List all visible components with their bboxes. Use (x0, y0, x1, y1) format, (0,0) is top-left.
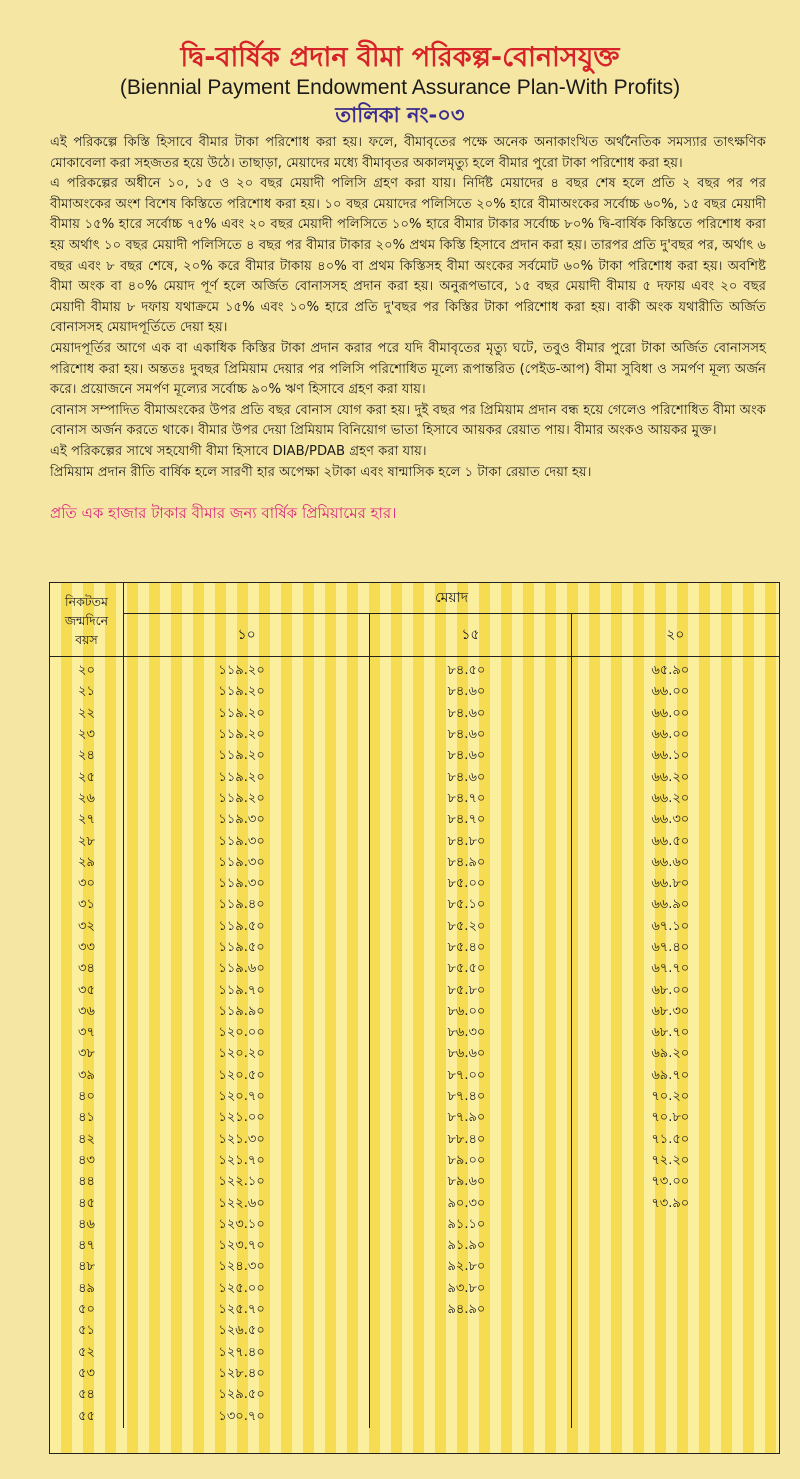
age-cell: ২৬ (50, 789, 124, 810)
table-row (50, 682, 779, 703)
premium-15-cell: ৮৪.৫০ (370, 657, 571, 683)
premium-20-cell (571, 1279, 779, 1300)
age-cell: ৩২ (50, 917, 124, 938)
table-row (50, 1279, 779, 1300)
term-header: মেয়াদ (124, 583, 780, 614)
premium-20-cell: ৬৬.২০ (651, 769, 690, 785)
premium-15-cell: ৮৪.৮০ (370, 831, 571, 852)
premium-10-cell: ১১৯.৯০ (124, 1002, 370, 1023)
premium-10-cell: ১২৬.৫০ (124, 1321, 370, 1342)
premium-15-cell: ৮৫.১০ (370, 895, 571, 916)
premium-10-cell: ১২০.৫০ (124, 1066, 370, 1087)
premium-20-cell (571, 1236, 779, 1257)
premium-10-cell: ১২৯.৫০ (124, 1385, 370, 1406)
premium-15-cell: ৮৪.৭০ (370, 810, 571, 831)
premium-10-cell: ১২৩.৭০ (124, 1236, 370, 1257)
premium-20-cell: ৭০.৮০ (651, 1110, 690, 1126)
premium-15-cell: ৯৩.৮০ (370, 1279, 571, 1300)
premium-10-cell: ১২১.০০ (124, 1108, 370, 1129)
premium-10-cell: ১১৯.৫০ (124, 938, 370, 959)
premium-20-cell (571, 1343, 779, 1364)
age-cell: ৩৫ (50, 980, 124, 1001)
age-cell: ২৮ (50, 831, 124, 852)
table-row (50, 1087, 779, 1108)
age-cell: ২৪ (50, 746, 124, 767)
age-cell: ২৩ (50, 725, 124, 746)
premium-10-cell: ১২০.৭০ (124, 1087, 370, 1108)
table-number: তালিকা নং-০৩ (335, 103, 465, 127)
premium-15-cell: ৮৪.৬০ (370, 682, 571, 703)
description-text (50, 133, 766, 483)
rate-table-body (50, 657, 779, 1428)
premium-20-cell: ৬৭.৭০ (651, 961, 690, 977)
premium-10-cell: ১১৯.৩০ (124, 810, 370, 831)
age-cell: ৩৬ (50, 1002, 124, 1023)
table-row (50, 1406, 779, 1427)
age-cell: ২১ (50, 682, 124, 703)
table-row (50, 895, 779, 916)
premium-15-cell: ৮৮.৪০ (370, 1130, 571, 1151)
paragraph: এই পরিকল্পের সাথে সহযোগী বীমা হিসাবে DIAB/PDAB গ্রহণ করা যায়। (50, 443, 427, 459)
rate-caption: প্রতি এক হাজার টাকার বীমার জন্য বার্ষিক প্রিমিয়ামের হার। (50, 504, 397, 523)
age-cell: ৪৫ (50, 1193, 124, 1214)
age-cell: ৫২ (50, 1343, 124, 1364)
premium-15-cell: ৮৪.৬০ (370, 725, 571, 746)
premium-15-cell: ৮৯.০০ (370, 1151, 571, 1172)
age-cell: ৩৯ (50, 1066, 124, 1087)
table-row (50, 1023, 779, 1044)
premium-10-cell: ১২২.৬০ (124, 1193, 370, 1214)
term-10-header: ১০ (124, 614, 370, 657)
premium-20-cell: ৬৮.০০ (651, 982, 690, 998)
premium-20-cell: ৬৮.৭০ (651, 1025, 690, 1041)
premium-20-cell: ৬৬.০০ (651, 684, 690, 700)
age-cell: ৪৩ (50, 1151, 124, 1172)
table-row (50, 1300, 779, 1321)
premium-20-cell: ৭২.২০ (651, 1152, 690, 1168)
premium-20-cell: ৬৬.৮০ (651, 876, 690, 892)
age-header-line: বয়স (75, 631, 98, 647)
table-row (50, 746, 779, 767)
table-row (50, 874, 779, 895)
premium-10-cell: ১১৯.৪০ (124, 895, 370, 916)
age-cell: ২৭ (50, 810, 124, 831)
table-row (50, 959, 779, 980)
premium-15-cell: ৯১.৯০ (370, 1236, 571, 1257)
paragraph: এ পরিকল্পের অধীনে ১০, ১৫ ও ২০ বছর মেয়াদী পলিসি গ্রহণ করা যায়। নির্দিষ্ট মেয়াদের ৪ বছর শেষ হলে প্রতি ২ বছর পর পর বীমাঅংকের অংশ বিশেষ কিস্তিতে পরিশোধ করা হয়। ১০ বছর মেয়াদের পলিসিতে ২০% হারে বীমাঅংকের সর্বোচ্চ ৬০%, ১৫ বছর মেয়াদী বীমায় ১৫% হারে সর্বোচ্চ ৭৫% এবং ২০ বছর মেয়াদী পলিসিতে ১০% হারে বীমার টাকার সর্বোচ্চ ৮০% দ্বি-বার্ষিক কিস্তিতে পরিশোধ করা হয় অর্থাৎ ১০ বছর মেয়াদী পলিসিতে ৪ বছর পর বীমার টাকার ২০% প্রথম কিস্তি হিসাবে প্রদান করা হয়। তারপর প্রতি দু'বছর পর, অর্থাৎ ৬ বছর এবং ৮ বছর শেষে, ২০% করে বীমার টাকায় ৪০% বা প্রথম কিস্তিসহ বীমা অংকের সর্বমোট ৬০% টাকা পরিশোধ করা হয়। অবশিষ্ট বীমা অংক বা ৪০% মেয়াদ পূর্ণ হলে অর্জিত বোনাসসহ প্রদান করা হয়। অনুরূপভাবে, ১৫ বছর মেয়াদী বীমায় ৫ দফায় এবং ২০ বছর মেয়াদী বীমায় ৮ দফায় যথাক্রমে ১৫% এবং ১০% হারে প্রতি দু'বছর পর কিস্তির টাকা পরিশোধ করা হয়। বাকী অংক যথারীতি অর্জিত বোনাসসহ মেয়াদপূর্তিতে দেয়া হয়। (50, 176, 766, 336)
table-row (50, 657, 779, 683)
table-row (50, 917, 779, 938)
table-row (50, 1002, 779, 1023)
premium-15-cell: ৮৬.৩০ (370, 1023, 571, 1044)
premium-15-cell: ৮৬.০০ (370, 1002, 571, 1023)
table-row (50, 1257, 779, 1278)
age-cell: ২৯ (50, 853, 124, 874)
age-cell: ৫০ (50, 1300, 124, 1321)
age-cell: ৪৯ (50, 1279, 124, 1300)
premium-10-cell: ১২৫.৭০ (124, 1300, 370, 1321)
premium-10-cell: ১২৭.৪০ (124, 1343, 370, 1364)
premium-20-cell (571, 1364, 779, 1385)
premium-10-cell: ১১৯.২০ (124, 767, 370, 788)
premium-20-cell: ৬৬.৫০ (651, 833, 690, 849)
table-row (50, 810, 779, 831)
premium-10-cell: ১১৯.২০ (124, 657, 370, 683)
premium-10-cell: ১২২.১০ (124, 1172, 370, 1193)
premium-15-cell: ৮৪.৭০ (370, 789, 571, 810)
age-cell: ৪৬ (50, 1215, 124, 1236)
page-title: দ্বি-বার্ষিক প্রদান বীমা পরিকল্প-বোনাসযুক্ত (180, 42, 620, 73)
rate-table (50, 583, 779, 1428)
age-header-line: নিকটতম (65, 593, 108, 609)
age-header-line: জন্মদিনে (64, 612, 109, 628)
premium-15-cell: ৮৫.৪০ (370, 938, 571, 959)
table-row (50, 1151, 779, 1172)
table-row (50, 1385, 779, 1406)
premium-15-cell: ৯৪.৯০ (370, 1300, 571, 1321)
premium-15-cell: ৮৪.৬০ (370, 746, 571, 767)
premium-20-cell: ৭৩.৯০ (651, 1195, 690, 1211)
premium-20-cell: ৬৬.০০ (651, 705, 690, 721)
premium-10-cell: ১২৫.০০ (124, 1279, 370, 1300)
age-cell: ৪০ (50, 1087, 124, 1108)
age-cell: ৩০ (50, 874, 124, 895)
premium-15-cell: ৮৯.৬০ (370, 1172, 571, 1193)
premium-20-cell: ৬৬.৩০ (651, 812, 690, 828)
table-row (50, 831, 779, 852)
premium-20-cell: ৬৯.৭০ (651, 1067, 690, 1083)
premium-15-cell (370, 1343, 571, 1364)
table-row (50, 1215, 779, 1236)
age-cell: ২৫ (50, 767, 124, 788)
premium-10-cell: ১২৪.৩০ (124, 1257, 370, 1278)
age-cell: ৩৮ (50, 1044, 124, 1065)
premium-15-cell: ৯০.৩০ (370, 1193, 571, 1214)
premium-20-cell (571, 1300, 779, 1321)
age-cell: ৩১ (50, 895, 124, 916)
premium-20-cell: ৭১.৫০ (651, 1131, 690, 1147)
age-cell: ৪৮ (50, 1257, 124, 1278)
header (0, 0, 800, 129)
table-row (50, 1321, 779, 1342)
premium-10-cell: ১১৯.২০ (124, 725, 370, 746)
premium-20-cell (571, 1406, 779, 1427)
premium-20-cell: ৭০.২০ (651, 1089, 690, 1105)
premium-15-cell: ৮৪.৯০ (370, 853, 571, 874)
table-row (50, 789, 779, 810)
premium-10-cell: ১২০.০০ (124, 1023, 370, 1044)
age-cell: ৪১ (50, 1108, 124, 1129)
premium-10-cell: ১২৩.১০ (124, 1215, 370, 1236)
premium-10-cell: ১১৯.২০ (124, 682, 370, 703)
premium-20-cell: ৬৯.২০ (651, 1046, 690, 1062)
premium-20-cell: ৬৬.৯০ (651, 897, 690, 913)
table-row (50, 725, 779, 746)
premium-15-cell: ৮৭.৯০ (370, 1108, 571, 1129)
table-row (50, 853, 779, 874)
table-row (50, 1236, 779, 1257)
premium-20-cell (571, 1257, 779, 1278)
premium-10-cell: ১২৮.৪০ (124, 1364, 370, 1385)
premium-15-cell (370, 1321, 571, 1342)
premium-15-cell: ৮৫.৫০ (370, 959, 571, 980)
premium-10-cell: ১১৯.৬০ (124, 959, 370, 980)
premium-20-cell: ৬৬.৬০ (651, 854, 690, 870)
age-cell: ৪৭ (50, 1236, 124, 1257)
premium-20-cell: ৬৮.৩০ (651, 1003, 690, 1019)
age-cell: ৪৪ (50, 1172, 124, 1193)
premium-15-cell: ৯২.৮০ (370, 1257, 571, 1278)
premium-20-cell: ৬৫.৯০ (651, 663, 690, 679)
premium-10-cell: ১২১.৩০ (124, 1130, 370, 1151)
age-cell: ৪২ (50, 1130, 124, 1151)
age-column-header (50, 583, 124, 657)
premium-15-cell: ৮৪.৬০ (370, 767, 571, 788)
premium-15-cell (370, 1364, 571, 1385)
paragraph: এই পরিকল্পে কিস্তি হিসাবে বীমার টাকা পরিশোধ করা হয়। ফলে, বীমাবৃতের পক্ষে অনেক অনাকাংখিত অর্থনৈতিক সমস্যার তাৎক্ষণিক মোকাবেলা করা সহজতর হয়ে উঠে। তাছাড়া, মেয়াদের মধ্যে বীমাবৃতর অকালমৃত্যু হলে বীমার পুরো টাকা পরিশোধ করা হয়। (50, 135, 766, 171)
paragraph: প্রিমিয়াম প্রদান রীতি বার্ষিক হলে সারণী হার অপেক্ষা ২টাকা এবং ষান্মাসিক হলে ১ টাকা রেয়াত দেয়া হয়। (50, 464, 592, 480)
page-subtitle: (Biennial Payment Endowment Assurance Plan-With Profits) (119, 76, 681, 99)
premium-15-cell (370, 1406, 571, 1427)
premium-20-cell: ৭৩.০০ (651, 1174, 690, 1190)
premium-10-cell: ১১৯.২০ (124, 704, 370, 725)
premium-15-cell: ৮৫.০০ (370, 874, 571, 895)
premium-10-cell: ১১৯.২০ (124, 746, 370, 767)
premium-10-cell: ১২০.২০ (124, 1044, 370, 1065)
premium-15-cell: ৯১.১০ (370, 1215, 571, 1236)
age-cell: ৫৩ (50, 1364, 124, 1385)
premium-15-cell: ৮৪.৬০ (370, 704, 571, 725)
age-cell: ২২ (50, 704, 124, 725)
premium-20-cell (571, 1385, 779, 1406)
age-cell: ৩৪ (50, 959, 124, 980)
premium-10-cell: ১১৯.৫০ (124, 917, 370, 938)
paragraph: মেয়াদপূর্তির আগে এক বা একাধিক কিস্তির টাকা প্রদান করার পরে যদি বীমাবৃতের মৃত্যু ঘটে, তবুও বীমার পুরো টাকা অর্জিত বোনাসসহ পরিশোধ করা হয়। অন্ততঃ দুবছর প্রিমিয়াম দেয়ার পর পলিসি পরিশোধিত মূল্যে রূপান্তরিত (পেইড-আপ) বীমা সুবিধা ও সমর্পণ মূল্য অর্জন করে। প্রয়োজনে সমর্পণ মূল্যের সর্বোচ্চ ৯০% ঋণ হিসাবে গ্রহণ করা যায়। (50, 340, 766, 398)
premium-10-cell: ১১৯.২০ (124, 789, 370, 810)
premium-10-cell: ১৩০.৭০ (124, 1406, 370, 1427)
table-row (50, 1130, 779, 1151)
premium-10-cell: ১১৯.৩০ (124, 853, 370, 874)
age-cell: ২০ (50, 657, 124, 683)
table-row (50, 1364, 779, 1385)
premium-15-cell: ৮৫.২০ (370, 917, 571, 938)
premium-20-cell (571, 1215, 779, 1236)
table-row (50, 1193, 779, 1214)
premium-15-cell: ৮৬.৬০ (370, 1044, 571, 1065)
premium-10-cell: ১১৯.৭০ (124, 980, 370, 1001)
premium-20-cell: ৬৭.৪০ (651, 940, 690, 955)
paragraph: বোনাস সম্পাদিত বীমাঅংকের উপর প্রতি বছর বোনাস যোগ করা হয়। দুই বছর পর প্রিমিয়াম প্রদান বন্ধ হয়ে গেলেও পরিশোধিত বীমা অংক বোনাস অর্জন করতে থাকে। বীমার উপর দেয়া প্রিমিয়াম বিনিয়োগ ভাতা হিসাবে আয়কর রেয়াত পায়। বীমার অংকও আয়কর মুক্ত। (50, 402, 766, 439)
premium-10-cell: ১১৯.৩০ (124, 874, 370, 895)
table-row (50, 1066, 779, 1087)
premium-20-cell: ৬৬.২০ (651, 790, 690, 806)
table-row (50, 704, 779, 725)
premium-15-cell: ৮৫.৮০ (370, 980, 571, 1001)
table-row (50, 1044, 779, 1065)
age-cell: ৩৩ (50, 938, 124, 959)
premium-10-cell: ১১৯.৩০ (124, 831, 370, 852)
premium-20-cell: ৬৭.১০ (651, 918, 690, 934)
table-row (50, 980, 779, 1001)
table-row (50, 767, 779, 788)
premium-20-cell: ৬৬.১০ (651, 748, 690, 764)
table-row (50, 1343, 779, 1364)
premium-20-cell: ৬৬.০০ (651, 727, 690, 743)
premium-15-cell: ৮৭.৪০ (370, 1087, 571, 1108)
age-cell: ৫৫ (50, 1406, 124, 1427)
age-cell: ৫৪ (50, 1385, 124, 1406)
premium-15-cell (370, 1385, 571, 1406)
table-row (50, 1108, 779, 1129)
term-15-header: ১৫ (370, 614, 571, 657)
term-20-header: ২০ (571, 614, 779, 657)
premium-10-cell: ১২১.৭০ (124, 1151, 370, 1172)
premium-20-cell (571, 1321, 779, 1342)
premium-15-cell: ৮৭.০০ (370, 1066, 571, 1087)
table-row (50, 938, 779, 959)
age-cell: ৩৭ (50, 1023, 124, 1044)
age-cell: ৫১ (50, 1321, 124, 1342)
table-row (50, 1172, 779, 1193)
premium-rate-table (49, 582, 780, 1454)
